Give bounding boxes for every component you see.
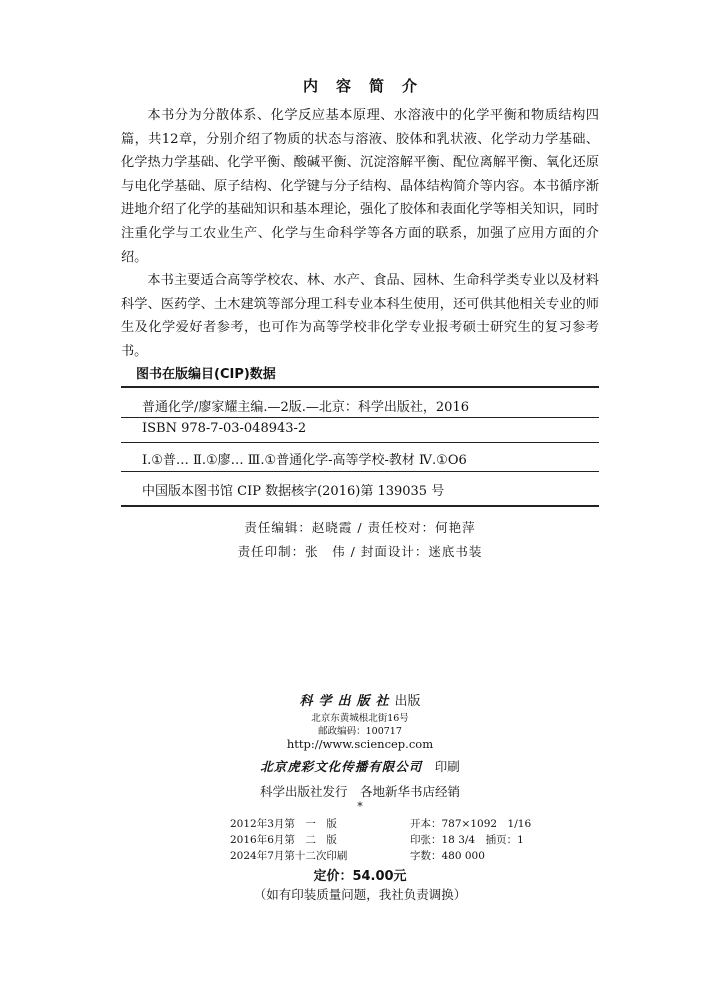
- intro-paragraph-2: 本书主要适合高等学校农、林、水产、食品、园林、生命科学类专业以及材料科学、医药学、土木建筑等部分理工科专业本科生使用，还可供其他相关专业的师生及化学爱好者参考，也可作为高等学校非化学专业报考硕士研究生的复习参考书。: [121, 273, 599, 359]
- edition-row-1-right: 开本：787×1092 1/16: [410, 818, 532, 830]
- publisher-url: http://www.sciencep.com: [286, 737, 434, 751]
- cip-heading: 图书在版编目(CIP)数据: [136, 367, 276, 382]
- intro-paragraph-1: 本书分为分散体系、化学反应基本原理、水溶液中的化学平衡和物质结构四篇，共12章，分别介绍了物质的状态与溶液、胶体和乳状液、化学动力学基础、化学热力学基础、化学平衡、酸碱平衡、沉淀溶解平衡、配位离解平衡、氧化还原与电化学基础、原子结构、化学键与分子结构、晶体结构简介等内容。本书循序渐进地介绍了化学的基础知识和基本理论，强化了胶体和表面化学等相关知识，同时注重化学与工农业生产、化学与生命科学等各方面的联系，加强了应用方面的介绍。: [121, 108, 599, 265]
- distribution-line: 科学出版社发行 各地新华书店经销: [259, 784, 460, 799]
- printer-suffix: 印刷: [434, 759, 460, 774]
- edition-row-2: [230, 832, 524, 847]
- edition-row-2-left: 2016年6月第 二 版: [230, 834, 337, 846]
- printer-line: [0, 757, 720, 775]
- publisher-postcode: 邮政编码：100717: [318, 726, 402, 737]
- edition-row-3-left: 2024年7月第十二次印刷: [230, 850, 348, 862]
- quality-notice: （如有印装质量问题，我社负责调换）: [253, 887, 467, 902]
- price: 定价：54.00元: [313, 869, 407, 884]
- publisher-line: [0, 690, 720, 709]
- edition-row-3: [230, 848, 485, 863]
- credits-line-1: 责任编辑：赵晓霞 / 责任校对：何艳萍: [244, 520, 476, 535]
- cip-line-2: ISBN 978-7-03-048943-2: [142, 421, 307, 436]
- edition-row-3-right: 字数：480 000: [410, 850, 485, 862]
- cip-rule-2: [121, 442, 599, 443]
- edition-row-2-right: 印张：18 3/4 插页：1: [410, 834, 524, 846]
- edition-row-1-left: 2012年3月第 一 版: [230, 818, 337, 830]
- credits-line-2: 责任印制：张 伟 / 封面设计：迷底书装: [237, 544, 483, 559]
- publisher-name: 科学出版社: [299, 694, 395, 709]
- separator-star: *: [357, 800, 363, 813]
- publisher-suffix: 出版: [394, 694, 421, 709]
- cip-bottom-rule: [121, 505, 599, 507]
- publisher-address: 北京东黄城根北街16号: [311, 713, 409, 724]
- intro-title: 内容简介: [302, 77, 435, 95]
- cip-rule-1: [121, 417, 599, 418]
- cip-rule-3: [121, 471, 599, 472]
- cip-line-3: Ⅰ.①普… Ⅱ.①廖… Ⅲ.①普通化学-高等学校-教材 Ⅳ.①O6: [142, 453, 467, 468]
- printer-name: 北京虎彩文化传播有限公司: [260, 759, 423, 774]
- cip-line-1: 普通化学/廖家耀主编.—2版.—北京：科学出版社，2016: [142, 400, 469, 415]
- cip-line-4: 中国版本图书馆 CIP 数据核字(2016)第 139035 号: [142, 484, 445, 499]
- intro-text: [121, 104, 599, 364]
- edition-row-1: [230, 816, 531, 831]
- cip-top-rule: [121, 386, 599, 388]
